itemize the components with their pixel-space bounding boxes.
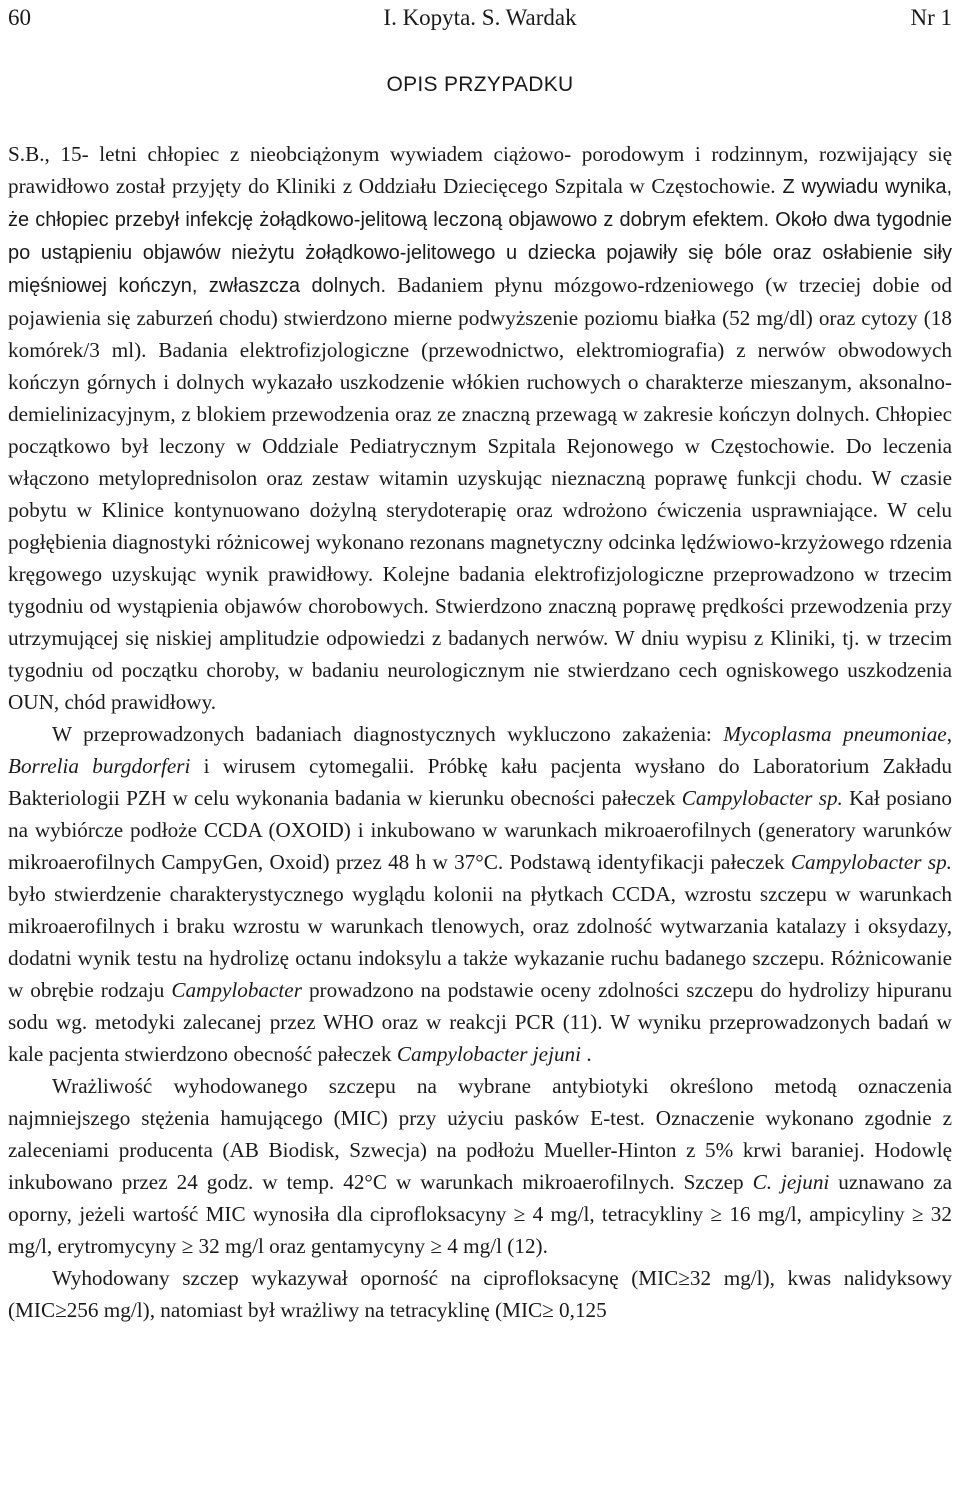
species-name: Mycoplasma pneumoniae [723,722,947,746]
paragraph-text-segment: Wyhodowany szczep wykazywał oporność na ciprofloksacynę (MIC≥32 mg/l), kwas nalidyksowy (MIC≥256 mg/l), natomiast był wrażliwy na tetracyklinę (MIC≥ 0,125 [8,1266,952,1322]
paragraph-susceptibility [8,1070,952,1262]
running-header [8,0,952,40]
paragraph-text-segment: . [581,1042,592,1066]
paragraph-text-segment: i wirusem cytomegalii. Próbkę kału pacjenta wysłano do Laboratorium Zakładu Bakteriologii PZH w celu wykonania badania w kierunku obecności pałeczek [8,754,952,810]
paragraph-text-segment: Wrażliwość wyhodowanego szczepu na wybrane antybiotyki określono metodą oznaczenia najmniejszego stężenia hamującego (MIC) przy użyciu pasków E-test. Oznaczenie wykonano zgodnie z zaleceniami producenta (AB Biodisk, Szwecja) na podłożu Mueller-Hinton z 5% krwi baraniej. Hodowlę inkubowano przez 24 godz. w temp. 42°C w warunkach mikroaerofilnych. Szczep [8,1074,952,1194]
article-body [8,138,952,1326]
section-title: OPIS PRZYPADKU [386,73,574,96]
paragraph-case-report [8,138,952,718]
species-name: Campylobacter [171,978,302,1002]
paragraph-resistance [8,1262,952,1326]
page-number: 60 [8,5,31,30]
paragraph-text-segment: W przeprowadzonych badaniach diagnostycznych wykluczono zakażenia: [52,722,724,746]
paragraph-text-segment: Badaniem płynu mózgowo-rdzeniowego (w trzeciej dobie od pojawienia się zaburzeń chodu) stwierdzono mierne podwyższenie poziomu białka (52 mg/dl) oraz cytozy (18 komórek/3 ml). Badania elektrofizjologiczne (przewodnictwo, elektromiografia) z nerwów obwodowych kończyn górnych i dolnych wykazało uszkodzenie włókien ruchowych o charakterze mieszanym, aksonalno-demielinizacyjnym, z blokiem przewodzenia oraz ze znaczną przewagą w zakresie kończyn dolnych. Chłopiec początkowo był leczony w Oddziale Pediatrycznym Szpitala Rejonowego w Częstochowie. Do leczenia włączono metyloprednisolon oraz zestaw witamin uzyskując nieznaczną poprawę funkcji chodu. W czasie pobytu w Klinice kontynuowano dożylną sterydoterapię oraz wdrożono ćwiczenia usprawniające. W celu pogłębienia diagnostyki różnicowej wykonano rezonans magnetyczny odcinka lędźwiowo-krzyżowego rdzenia kręgowego uzyskując wynik prawidłowy. Kolejne badania elektrofizjologiczne przeprowadzono w trzecim tygodniu od wystąpienia objawów chorobowych. Stwierdzono znaczną poprawę prędkości przewodzenia przy utrzymującej się niskiej amplitudzie odpowiedzi z badanych nerwów. W dniu wypisu z Kliniki, tj. w trzecim tygodniu od początku choroby, w badaniu neurologicznym nie stwierdzano cech ogniskowego uszkodzenia OUN, chód prawidłowy. [8,273,952,714]
species-name: Campylobacter jejuni [396,1042,582,1066]
species-name: C. jejuni [752,1170,830,1194]
species-name: Borrelia burgdorferi [8,754,191,778]
paragraph-text-segment: S.B., 15- letni chłopiec z nieobciążonym wywiadem ciążowo- porodowym i rodzinnym, rozwijający się prawidłowo został przyjęty do Kliniki z Oddziału Dziecięcego Szpitala w Częstochowie. [8,142,952,198]
species-name: Campylobacter sp. [681,786,843,810]
paragraph-diagnostics [8,718,952,1070]
running-authors: I. Kopyta. S. Wardak [383,5,577,30]
paragraph-text-segment: było stwierdzenie charakterystycznego wyglądu kolonii na płytkach CCDA, wzrostu szczepu w warunkach mikroaerofilnych i braku wzrostu w warunkach tlenowych, oraz zdolność wytwarzania katalazy i oksydazy, dodatni wynik testu na hydrolizę octanu indoksylu a także wykazanie ruchu badanego szczepu. Różnicowanie w obrębie rodzaju [8,882,952,1002]
issue-number: Nr 1 [910,5,952,30]
paragraph-text-segment: prowadzono na podstawie oceny zdolności szczepu do hydrolizy hipuranu sodu wg. metodyki zalecanej przez WHO oraz w reakcji PCR (11). W wyniku przeprowadzonych badań w kale pacjenta stwierdzono obecność pałeczek [8,978,952,1066]
species-name: Campylobacter sp. [790,850,952,874]
paragraph-text-segment: , [946,722,952,746]
paragraph-text-segment: Kał posiano na wybiórcze podłoże CCDA (OXOID) i inkubowano w warunkach mikroaerofilnych (generatory warunków mikroaerofilnych CampyGen, Oxoid) przez 48 h w 37°C. Podstawą identyfikacji pałeczek [8,786,952,874]
paragraph-text-segment: Z wywiadu wynika, że chłopiec przebył infekcję żołądkowo-jelitową leczoną objawowo z dobrym efektem. Około dwa tygodnie po ustąpieniu objawów nieżytu żołądkowo-jelitowego u dziecka pojawiły się bóle oraz osłabienie siły mięśniowej kończyn, zwłaszcza dolnych. [8,176,952,297]
paragraph-text-segment: uznawano za oporny, jeżeli wartość MIC wynosiła dla ciprofloksacyny ≥ 4 mg/l, tetracykliny ≥ 16 mg/l, ampicyliny ≥ 32 mg/l, erytromycyny ≥ 32 mg/l oraz gentamycyny ≥ 4 mg/l (12). [8,1170,953,1258]
